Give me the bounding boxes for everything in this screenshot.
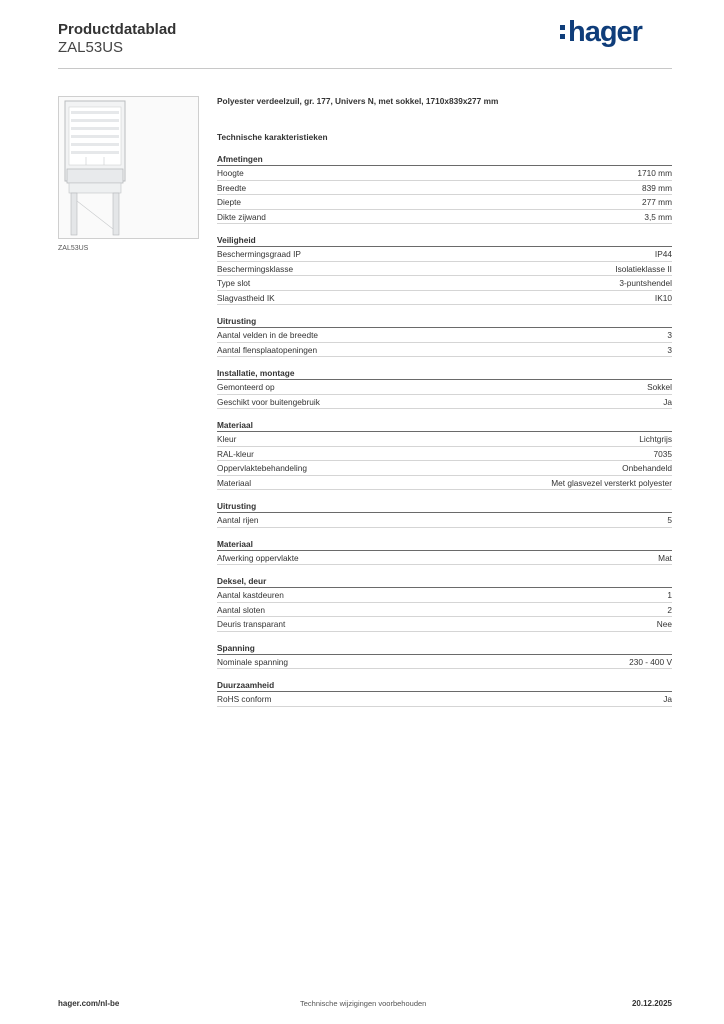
spec-section <box>217 642 672 670</box>
footer-notice: Technische wijzigingen voorbehouden <box>300 999 427 1008</box>
spec-label: Gemonteerd op <box>217 382 275 392</box>
spec-row <box>217 461 672 476</box>
spec-row <box>217 247 672 262</box>
spec-row <box>217 210 672 225</box>
spec-label: RoHS conform <box>217 694 272 704</box>
spec-value: 7035 <box>653 448 672 459</box>
spec-row <box>217 551 672 566</box>
spec-value: Ja <box>663 396 672 407</box>
spec-label: Geschikt voor buitengebruik <box>217 396 320 407</box>
spec-label: Slagvastheid IK <box>217 292 275 303</box>
spec-value: Met glasvezel versterkt polyester <box>551 477 672 488</box>
spec-value: 3 <box>667 344 672 355</box>
spec-row <box>217 276 672 291</box>
spec-label: Breedte <box>217 182 247 193</box>
section-title: Uitrusting <box>217 500 672 513</box>
spec-row <box>217 692 672 707</box>
footer-date: 20.12.2025 <box>631 999 672 1008</box>
spec-section <box>217 367 672 409</box>
spec-value: Lichtgrijs <box>639 434 672 444</box>
spec-value: 3,5 mm <box>644 211 672 222</box>
section-title: Duurzaamheid <box>217 679 672 692</box>
spec-value: 839 mm <box>642 182 672 193</box>
spec-value: IP44 <box>654 249 672 259</box>
section-title: Installatie, montage <box>217 367 672 380</box>
spec-row <box>217 588 672 603</box>
spec-label: Diepte <box>217 197 241 207</box>
spec-value: 277 mm <box>642 197 672 207</box>
section-title: Veiligheid <box>217 234 672 247</box>
spec-label: Type slot <box>217 278 251 288</box>
spec-value: 1710 mm <box>637 168 672 178</box>
spec-label: Aantal velden in de breedte <box>217 330 319 340</box>
product-code: ZAL53US <box>58 39 124 56</box>
spec-row <box>217 476 672 491</box>
spec-row <box>217 343 672 358</box>
spec-row <box>217 291 672 306</box>
spec-label: Afwerking oppervlakte <box>217 552 299 563</box>
spec-label: RAL-kleur <box>217 448 254 459</box>
spec-label: Kleur <box>217 434 237 444</box>
section-title: Materiaal <box>217 538 672 551</box>
spec-label: Oppervlaktebehandeling <box>217 463 307 473</box>
spec-row <box>217 447 672 462</box>
section-title: Spanning <box>217 642 672 655</box>
image-caption: ZAL53US <box>58 245 89 252</box>
spec-section <box>217 575 672 632</box>
spec-value: 5 <box>667 515 672 525</box>
spec-section <box>217 419 672 490</box>
spec-value: 3 <box>667 330 672 340</box>
spec-section <box>217 500 672 528</box>
spec-value: IK10 <box>654 292 672 303</box>
spec-row <box>217 328 672 343</box>
spec-value: 1 <box>667 590 672 600</box>
spec-section <box>217 234 672 305</box>
spec-row <box>217 380 672 395</box>
spec-row <box>217 432 672 447</box>
spec-value: Isolatieklasse II <box>615 263 672 274</box>
spec-label: Aantal rijen <box>217 515 259 525</box>
spec-row <box>217 181 672 196</box>
distribution-cabinet-icon <box>59 97 198 238</box>
spec-label: Aantal flensplaatopeningen <box>217 344 318 355</box>
spec-value: 3-puntshendel <box>619 278 672 288</box>
spec-label: Nominale spanning <box>217 656 289 667</box>
spec-label: Aantal kastdeuren <box>217 590 284 600</box>
spec-label: Dikte zijwand <box>217 211 266 222</box>
hager-logo: hager <box>568 16 642 48</box>
page-title: Productdatablad <box>58 21 177 38</box>
spec-section <box>217 679 672 707</box>
spec-value: Nee <box>656 619 672 629</box>
spec-value: 2 <box>667 604 672 615</box>
spec-row <box>217 262 672 277</box>
footer-website-link[interactable]: hager.com/nl-be <box>58 999 120 1008</box>
spec-row <box>217 195 672 210</box>
section-title: Materiaal <box>217 419 672 432</box>
tech-heading: Technische karakteristieken <box>217 132 328 142</box>
spec-row <box>217 617 672 632</box>
spec-value: Ja <box>663 694 672 704</box>
spec-content <box>217 95 672 707</box>
section-title: Deksel, deur <box>217 575 672 588</box>
spec-value: 230 - 400 V <box>629 656 672 667</box>
header-divider <box>58 68 672 69</box>
spec-section <box>217 538 672 566</box>
logo-dots-icon <box>560 25 565 43</box>
spec-row <box>217 655 672 670</box>
product-description: Polyester verdeelzuil, gr. 177, Univers N, met sokkel, 1710x839x277 mm <box>217 96 499 106</box>
spec-value: Onbehandeld <box>622 463 672 473</box>
spec-row <box>217 166 672 181</box>
spec-section <box>217 153 672 224</box>
spec-label: Beschermingsklasse <box>217 263 294 274</box>
product-image <box>58 96 199 239</box>
spec-label: Aantal sloten <box>217 604 265 615</box>
spec-section <box>217 315 672 357</box>
section-title: Uitrusting <box>217 315 672 328</box>
spec-row <box>217 603 672 618</box>
section-title: Afmetingen <box>217 153 672 166</box>
spec-value: Sokkel <box>647 382 672 392</box>
spec-label: Deuris transparant <box>217 619 286 629</box>
spec-value: Mat <box>658 552 672 563</box>
spec-sections <box>217 153 672 707</box>
spec-label: Hoogte <box>217 168 244 178</box>
spec-label: Beschermingsgraad IP <box>217 249 301 259</box>
spec-row <box>217 513 672 528</box>
spec-row <box>217 395 672 410</box>
spec-label: Materiaal <box>217 477 252 488</box>
